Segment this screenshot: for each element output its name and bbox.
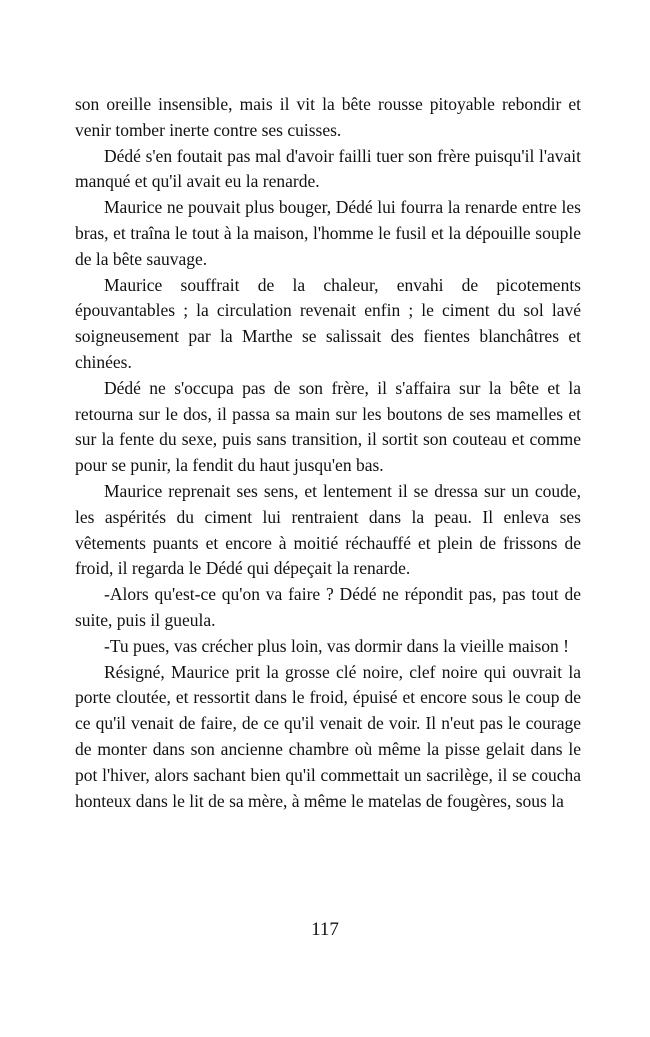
page-body [75,92,581,814]
paragraph-9: Résigné, Maurice prit la grosse clé noire, clef noire qui ouvrait la porte cloutée, et ressortit dans le froid, épuisé et encore sous le coup de ce qu'il venait de faire, de ce qu'il venait de voir. Il n'eut pas le courage de monter dans son ancienne chambre où même la pisse gelait dans le pot l'hiver, alors sachant bien qu'il commettait un sacrilège, il se coucha honteux dans le lit de sa mère, à même le matelas de fougères, sous la [75,661,581,811]
paragraph-5: Dédé ne s'occupa pas de son frère, il s'affaira sur la bête et la retourna sur le dos, il passa sa main sur les boutons de ses mamelles et sur la fente du sexe, puis sans transition, il sortit son couteau et comme pour se punir, la fendit du haut jusqu'en bas. [75,377,581,476]
paragraph-6: Maurice reprenait ses sens, et lentement il se dressa sur un coude, les aspérités du ciment lui rentraient dans la peau. Il enleva ses vêtements puants et encore à moitié réchauffé et plein de frissons de froid, il regarda le Dédé qui dépeçait la renarde. [75,480,581,579]
paragraph-3: Maurice ne pouvait plus bouger, Dédé lui fourra la renarde entre les bras, et traîna le tout à la maison, l'homme le fusil et la dépouille souple de la bête sauvage. [75,197,581,269]
paragraph-7: -Alors qu'est-ce qu'on va faire ? Dédé ne répondit pas, pas tout de suite, puis il gueula. [75,584,581,630]
paragraph-2: Dédé s'en foutait pas mal d'avoir failli tuer son frère puisqu'il l'avait manqué et qu'il avait eu la renarde. [75,145,581,192]
paragraph-8: -Tu pues, vas crécher plus loin, vas dormir dans la vieille maison ! [104,635,569,656]
paragraph-4: Maurice souffrait de la chaleur, envahi de picotements épouvantables ; la circulation revenait enfin ; le ciment du sol lavé soigneusement par la Marthe se salissait des fientes blanchâtres et chinées. [75,274,581,372]
page-number: 117 [311,919,339,940]
paragraph-1: son oreille insensible, mais il vit la bête rousse pitoyable rebondir et venir tomber inerte contre ses cuisses. [75,94,581,140]
